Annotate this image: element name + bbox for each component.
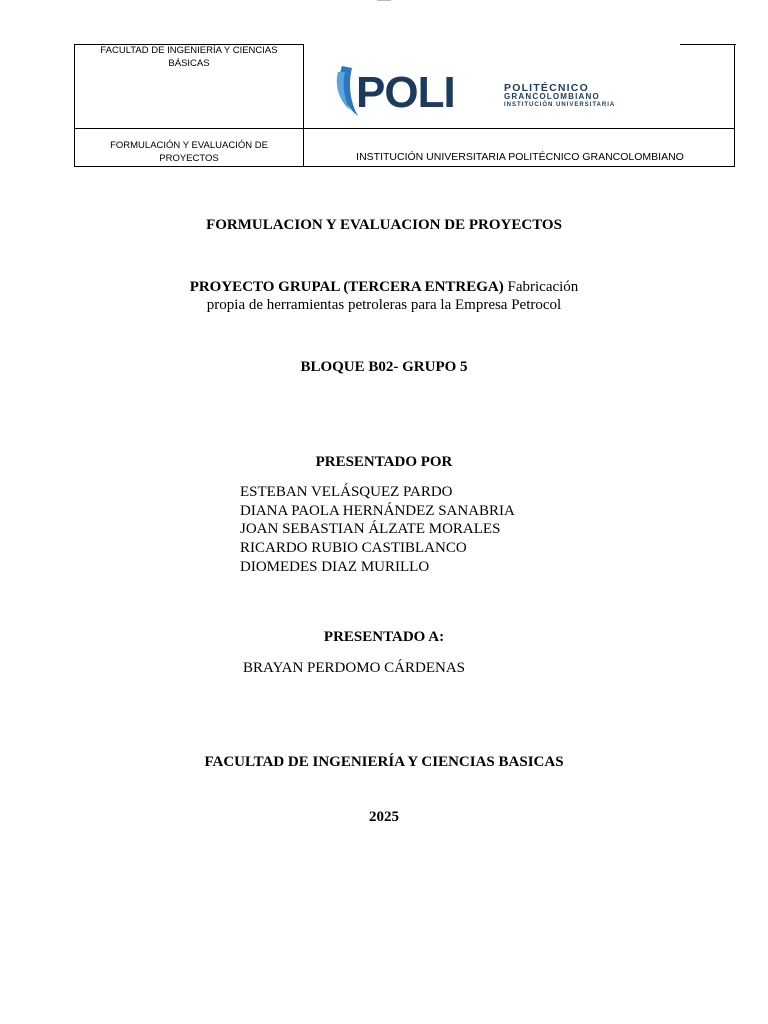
table-column-divider (303, 44, 304, 166)
table-row-divider (74, 128, 735, 129)
logo-line-3: INSTITUCIÓN UNIVERSITARIA (504, 102, 616, 108)
block-group: BLOQUE B02- GRUPO 5 (300, 359, 468, 375)
faculty-footer: FACULTAD DE INGENIERÍA Y CIENCIAS BASICAS (204, 754, 564, 770)
logo-line-2: GRANCOLOMBIANO (504, 92, 600, 101)
project-desc-2: propia de herramientas petroleras para la Empresa Petrocol (206, 297, 562, 313)
page-top-mark (377, 0, 391, 1)
project-title (0, 278, 768, 296)
logo-line-1: POLITÉCNICO (504, 82, 589, 94)
teacher-name: BRAYAN PERDOMO CÁRDENAS (243, 660, 465, 676)
year: 2025 (369, 809, 399, 825)
poli-logo (336, 60, 651, 120)
project-label: PROYECTO GRUPAL (TERCERA ENTREGA) (189, 279, 504, 295)
logo-wordmark: POLI (356, 68, 455, 117)
faculty-cell: FACULTAD DE INGENIERÍA Y CIENCIAS BÁSICAS (100, 45, 278, 69)
authors-list (240, 483, 515, 577)
author-name: DIANA PAOLA HERNÁNDEZ SANABRIA (240, 502, 515, 519)
presented-by-label: PRESENTADO POR (315, 454, 453, 470)
presented-to-label: PRESENTADO A: (323, 629, 445, 645)
author-name: ESTEBAN VELÁSQUEZ PARDO (240, 484, 453, 500)
course-title: FORMULACION Y EVALUACION DE PROYECTOS (206, 217, 562, 233)
course-cell: FORMULACIÓN Y EVALUACIÓN DE PROYECTOS (110, 140, 268, 164)
author-name: RICARDO RUBIO CASTIBLANCO (240, 540, 467, 557)
author-name: JOAN SEBASTIAN ÁLZATE MORALES (240, 521, 501, 538)
poli-logo-graphic (336, 60, 651, 120)
table-border-top-right (680, 44, 736, 45)
institution-cell: INSTITUCIÓN UNIVERSITARIA POLITÉCNICO GRANCOLOMBIANO (356, 151, 684, 163)
project-desc-1: Fabricación (507, 279, 579, 295)
author-name: DIOMEDES DIAZ MURILLO (240, 558, 430, 575)
